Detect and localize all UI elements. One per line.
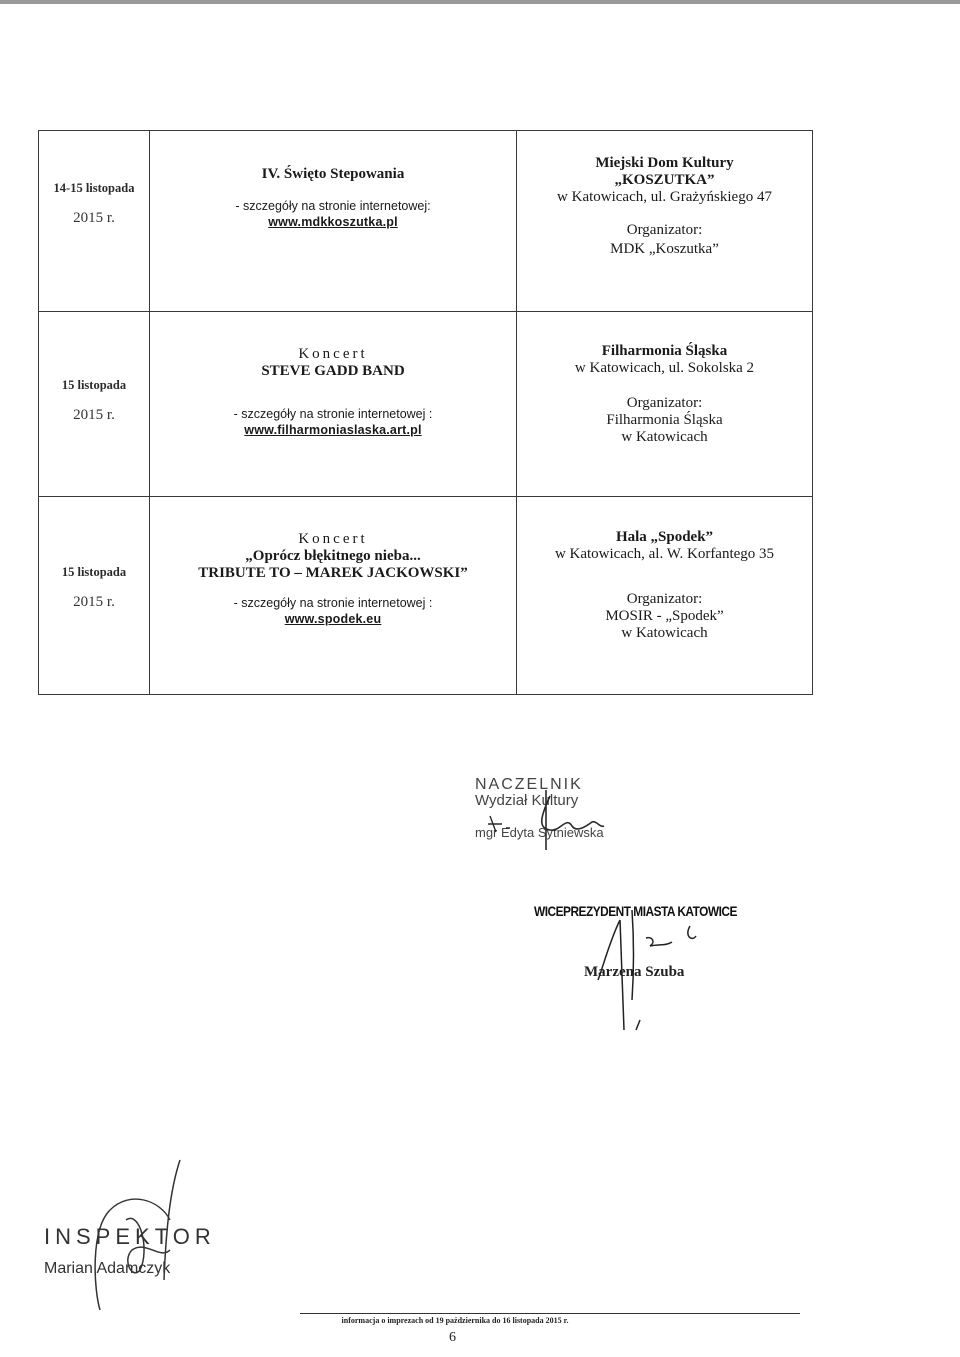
event-cell xyxy=(150,497,517,695)
top-border xyxy=(0,0,960,4)
footer-rule xyxy=(300,1313,800,1314)
inspektor-signature xyxy=(70,1150,230,1320)
event-year: 2015 r. xyxy=(73,407,115,423)
details-link[interactable]: www.spodek.eu xyxy=(284,612,382,626)
page-number: 6 xyxy=(449,1330,456,1345)
organizer-name: MOSIR - „Spodek” xyxy=(605,608,724,624)
venue-name: „KOSZUTKA” xyxy=(614,172,715,188)
venue-name: Hala „Spodek” xyxy=(615,529,714,545)
organizer-name: w Katowicach xyxy=(621,625,708,641)
event-title: TRIBUTE TO – MAREK JACKOWSKI” xyxy=(198,565,468,581)
venue-name: Filharmonia Śląska xyxy=(601,343,728,359)
organizer-name: MDK „Koszutka” xyxy=(610,241,719,257)
event-year: 2015 r. xyxy=(73,594,115,610)
event-title: „Oprócz błękitnego nieba... xyxy=(245,548,421,564)
venue-name: Miejski Dom Kultury xyxy=(595,155,734,171)
organizer-label: Organizator: xyxy=(626,222,703,238)
stamp-department: Wydział Kultury xyxy=(475,792,579,809)
event-title: IV. Święto Stepowania xyxy=(261,166,405,182)
venue-cell xyxy=(517,497,813,695)
details-text: - szczegóły na stronie internetowej : xyxy=(233,596,433,610)
footer-text: informacja o imprezach od 19 października do 16 listopada 2015 r. xyxy=(341,1316,569,1325)
table-row xyxy=(39,312,813,497)
table-row xyxy=(39,131,813,312)
stamp-title: INSPEKTOR xyxy=(44,1224,216,1249)
details-text: - szczegóły na stronie internetowej : xyxy=(233,407,433,421)
naczelnik-signature xyxy=(480,788,640,858)
events-table xyxy=(38,130,813,695)
organizer-label: Organizator: xyxy=(626,395,703,411)
event-title: STEVE GADD BAND xyxy=(261,363,405,379)
organizer-label: Organizator: xyxy=(626,591,703,607)
details-link[interactable]: www.filharmoniaslaska.art.pl xyxy=(244,423,422,437)
details-text: - szczegóły na stronie internetowej: xyxy=(235,199,431,213)
event-date: 14-15 listopada xyxy=(53,181,135,195)
venue-cell xyxy=(517,131,813,312)
event-date: 15 listopada xyxy=(61,565,127,579)
event-cell xyxy=(150,312,517,497)
stamp-title: NACZELNIK xyxy=(475,776,583,793)
table-row xyxy=(39,497,813,695)
event-type: Koncert xyxy=(298,531,368,547)
organizer-name: w Katowicach xyxy=(621,429,708,445)
event-year: 2015 r. xyxy=(73,210,115,226)
venue-address: w Katowicach, ul. Grażyńskiego 47 xyxy=(557,189,772,205)
stamp-title: WICEPREZYDENT MIASTA KATOWICE xyxy=(534,903,737,919)
stamp-name: Marian Adamczyk xyxy=(44,1260,171,1277)
stamp-name: Marzena Szuba xyxy=(584,964,685,980)
organizer-name: Filharmonia Śląska xyxy=(606,412,723,428)
event-date: 15 listopada xyxy=(61,378,127,392)
date-cell xyxy=(39,312,150,497)
venue-address: w Katowicach, al. W. Korfantego 35 xyxy=(554,546,775,562)
date-cell xyxy=(39,497,150,695)
stamp-name: mgr Edyta Sytniewska xyxy=(475,825,604,840)
venue-cell xyxy=(517,312,813,497)
details-link[interactable]: www.mdkkoszutka.pl xyxy=(268,215,398,229)
event-cell xyxy=(150,131,517,312)
event-type: Koncert xyxy=(298,346,368,362)
wiceprezydent-signature xyxy=(580,880,720,1040)
date-cell xyxy=(39,131,150,312)
venue-address: w Katowicach, ul. Sokolska 2 xyxy=(574,360,755,376)
